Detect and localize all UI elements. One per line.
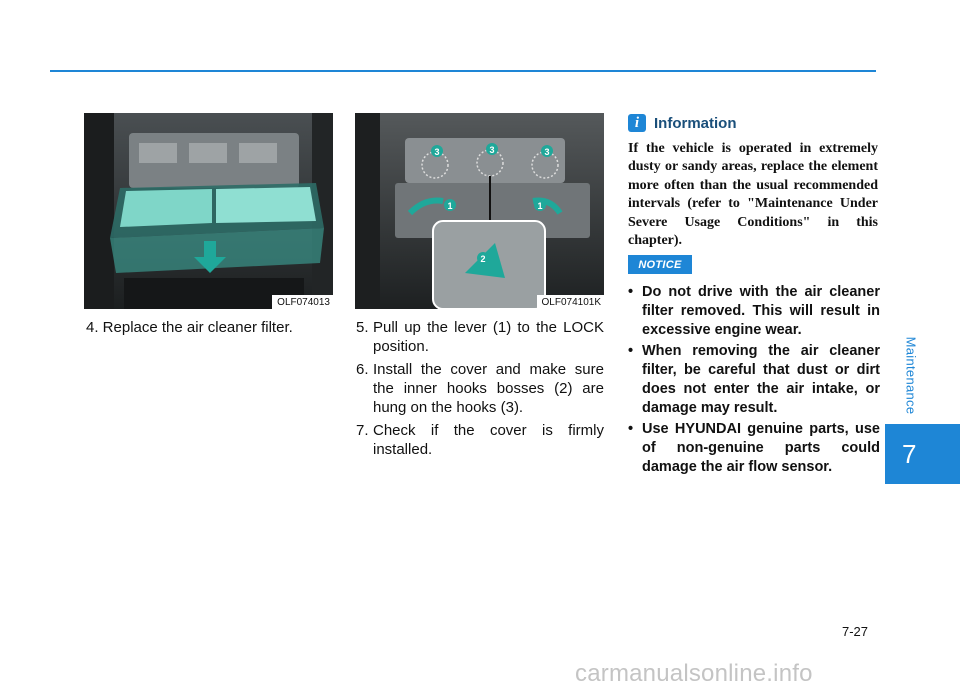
watermark: carmanualsonline.info bbox=[575, 660, 813, 687]
information-heading bbox=[628, 114, 737, 132]
callout-hook-3 bbox=[541, 145, 553, 157]
callout-lever-2 bbox=[534, 199, 546, 211]
svg-text:3: 3 bbox=[544, 147, 550, 157]
photo-code-left: OLF074013 bbox=[272, 295, 333, 309]
step-7: 7. Check if the cover is firmly installed. bbox=[356, 422, 604, 458]
svg-text:1: 1 bbox=[537, 201, 543, 211]
steps-list bbox=[356, 318, 604, 463]
information-body: If the vehicle is operated in extremely dusty or sandy areas, replace the element more often than the usual recommended intervals (refer to "Maintenance Under Severe Usage Conditions" in this chapter). bbox=[628, 141, 878, 249]
photo-code-right: OLF074101K bbox=[537, 295, 605, 309]
step-6: 6. Install the cover and make sure the inner hooks bosses (2) are hung on the hooks (3). bbox=[356, 361, 604, 416]
notice-item: • When removing the air cleaner filter, be careful that dust or dirt does not enter the air intake, or damage may result. bbox=[628, 343, 880, 416]
notice-badge: NOTICE bbox=[628, 255, 692, 274]
step-4: 4. Replace the air cleaner filter. bbox=[86, 319, 293, 336]
svg-text:2: 2 bbox=[480, 254, 486, 264]
callout-hook-2 bbox=[486, 143, 498, 155]
chapter-side-label: Maintenance bbox=[903, 336, 919, 414]
svg-text:1: 1 bbox=[447, 201, 453, 211]
header-rule bbox=[50, 70, 876, 72]
info-icon: i bbox=[628, 114, 646, 132]
callout-hook-1 bbox=[431, 145, 443, 157]
callout-lever-1 bbox=[444, 199, 456, 211]
information-title: Information bbox=[654, 114, 737, 132]
chapter-number: 7 bbox=[902, 438, 917, 469]
cover-photo bbox=[355, 113, 604, 309]
cover-illustration bbox=[355, 113, 604, 309]
filter-photo bbox=[84, 113, 333, 309]
callout-boss bbox=[477, 252, 489, 264]
svg-text:3: 3 bbox=[489, 145, 495, 155]
filter-illustration bbox=[84, 113, 333, 309]
page-number: 7-27 bbox=[842, 624, 869, 639]
step-5: 5. Pull up the lever (1) to the LOCK position. bbox=[356, 319, 604, 355]
chapter-tab bbox=[885, 424, 960, 484]
notice-item: • Use HYUNDAI genuine parts, use of non-genuine parts could damage the air flow sensor. bbox=[628, 421, 880, 475]
svg-text:3: 3 bbox=[434, 147, 440, 157]
notice-list bbox=[628, 283, 880, 479]
notice-item: • Do not drive with the air cleaner filter removed. This will result in excessive engine wear. bbox=[628, 284, 880, 338]
